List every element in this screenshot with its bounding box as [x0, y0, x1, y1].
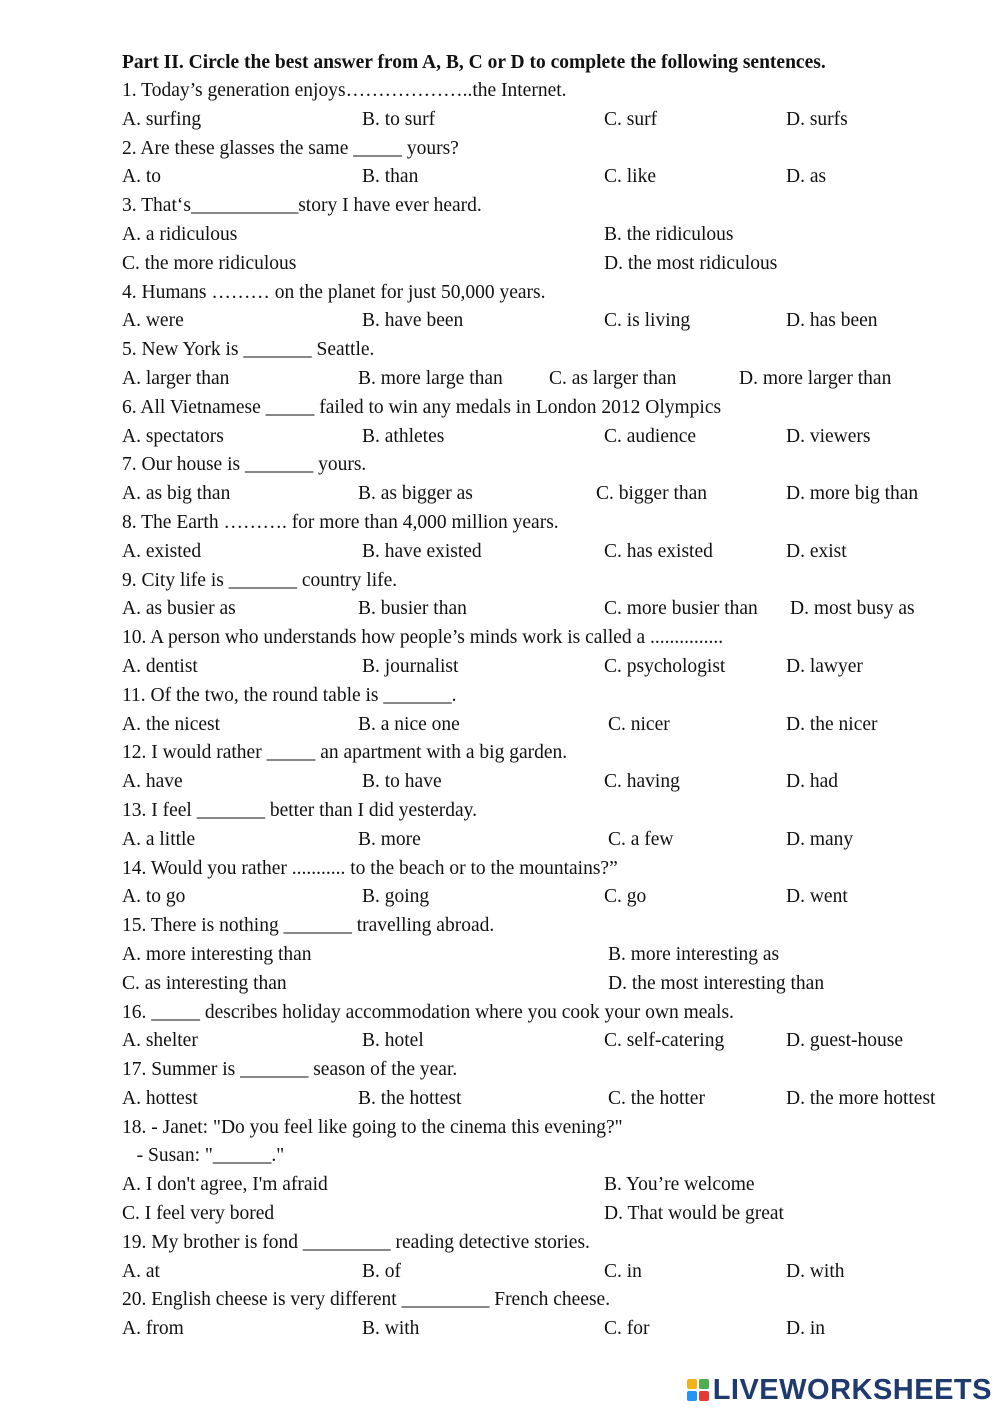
- question-11: [122, 682, 982, 711]
- question-6: [122, 394, 982, 423]
- logo-square-4: [699, 1391, 709, 1401]
- question-13: [122, 797, 982, 826]
- option-8c[interactable]: C. has existed: [604, 540, 713, 562]
- option-17b[interactable]: B. the hottest: [358, 1087, 462, 1109]
- option-10b[interactable]: B. journalist: [362, 655, 459, 677]
- question-12-text: 12. I would rather _____ an apartment with a big garden.: [122, 742, 568, 764]
- option-20b[interactable]: B. with: [362, 1318, 420, 1340]
- question-7-text: 7. Our house is _______ yours.: [122, 454, 367, 476]
- question-6-text: 6. All Vietnamese _____ failed to win any medals in London 2012 Olympics: [122, 396, 722, 418]
- question-3-text: 3. That‘s___________story I have ever heard.: [122, 195, 482, 217]
- option-18d[interactable]: D. That would be great: [604, 1203, 784, 1225]
- question-3-options-row2: [122, 250, 982, 279]
- question-14-options: [122, 883, 982, 912]
- option-20c[interactable]: C. for: [604, 1318, 650, 1340]
- question-11-text: 11. Of the two, the round table is _______.: [122, 684, 457, 706]
- option-3a[interactable]: A. a ridiculous: [122, 223, 238, 245]
- option-2b[interactable]: B. than: [362, 166, 419, 188]
- option-1a[interactable]: A. surfing: [122, 108, 202, 130]
- option-2d[interactable]: D. as: [786, 166, 827, 188]
- option-16d[interactable]: D. guest-house: [786, 1030, 903, 1052]
- question-16: [122, 999, 982, 1028]
- option-19c[interactable]: C. in: [604, 1260, 642, 1282]
- question-18: [122, 1114, 982, 1143]
- option-15b[interactable]: B. more interesting as: [608, 943, 780, 965]
- question-18-text: 18. - Janet: "Do you feel like going to the cinema this evening?": [122, 1116, 623, 1138]
- question-18-options-row2: [122, 1200, 982, 1229]
- question-18-response: [122, 1142, 982, 1171]
- question-8-text: 8. The Earth ………. for more than 4,000 million years.: [122, 511, 559, 533]
- option-4b[interactable]: B. have been: [362, 310, 464, 332]
- question-13-options: [122, 826, 982, 855]
- option-8d[interactable]: D. exist: [786, 540, 847, 562]
- question-2-options: [122, 163, 982, 192]
- option-9c[interactable]: C. more busier than: [604, 598, 758, 620]
- logo-square-1: [687, 1379, 697, 1389]
- option-16a[interactable]: A. shelter: [122, 1030, 198, 1052]
- question-20-options: [122, 1315, 982, 1344]
- question-7-options: [122, 480, 982, 509]
- option-17d[interactable]: D. the more hottest: [786, 1087, 936, 1109]
- option-9a[interactable]: A. as busier as: [122, 598, 236, 620]
- question-5-text: 5. New York is _______ Seattle.: [122, 339, 375, 361]
- question-3: [122, 192, 982, 221]
- question-1-options: [122, 106, 982, 135]
- question-14: [122, 855, 982, 884]
- question-16-text: 16. _____ describes holiday accommodation where you cook your own meals.: [122, 1001, 734, 1023]
- option-13a[interactable]: A. a little: [122, 828, 196, 850]
- liveworksheets-logo-text: LIVEWORKSHEETS: [712, 1373, 992, 1406]
- option-4a[interactable]: A. were: [122, 310, 184, 332]
- question-17-options: [122, 1085, 982, 1114]
- question-14-text: 14. Would you rather ........... to the beach or to the mountains?”: [122, 857, 618, 879]
- option-1c[interactable]: C. surf: [604, 108, 658, 130]
- option-11a[interactable]: A. the nicest: [122, 713, 221, 735]
- option-11c[interactable]: C. nicer: [608, 713, 670, 735]
- option-19b[interactable]: B. of: [362, 1260, 401, 1282]
- option-12a[interactable]: A. have: [122, 771, 183, 793]
- option-11d[interactable]: D. the nicer: [786, 713, 878, 735]
- option-6a[interactable]: A. spectators: [122, 425, 224, 447]
- option-7b[interactable]: B. as bigger as: [358, 483, 473, 505]
- question-20-text: 20. English cheese is very different _________ French cheese.: [122, 1289, 611, 1311]
- question-12-options: [122, 768, 982, 797]
- question-17: [122, 1056, 982, 1085]
- question-5: [122, 336, 982, 365]
- option-20d[interactable]: D. in: [786, 1318, 825, 1340]
- option-9d[interactable]: D. most busy as: [790, 598, 915, 620]
- option-13d[interactable]: D. many: [786, 828, 854, 850]
- option-10c[interactable]: C. psychologist: [604, 655, 726, 677]
- option-7a[interactable]: A. as big than: [122, 483, 231, 505]
- option-10d[interactable]: D. lawyer: [786, 655, 863, 677]
- question-19-options: [122, 1258, 982, 1287]
- question-8-options: [122, 538, 982, 567]
- option-6b[interactable]: B. athletes: [362, 425, 445, 447]
- option-5c[interactable]: C. as larger than: [549, 367, 677, 389]
- question-7: [122, 451, 982, 480]
- option-19a[interactable]: A. at: [122, 1260, 160, 1282]
- option-18c[interactable]: C. I feel very bored: [122, 1203, 275, 1225]
- question-10-options: [122, 653, 982, 682]
- option-14c[interactable]: C. go: [604, 886, 647, 908]
- option-2c[interactable]: C. like: [604, 166, 656, 188]
- question-10: [122, 624, 982, 653]
- question-9: [122, 567, 982, 596]
- option-7c[interactable]: C. bigger than: [596, 483, 708, 505]
- question-12: [122, 739, 982, 768]
- question-15-text: 15. There is nothing _______ travelling abroad.: [122, 915, 495, 937]
- question-9-text: 9. City life is _______ country life.: [122, 569, 398, 591]
- option-3c[interactable]: C. the more ridiculous: [122, 252, 297, 274]
- question-4: [122, 279, 982, 308]
- option-18a[interactable]: A. I don't agree, I'm afraid: [122, 1174, 328, 1196]
- option-9b[interactable]: B. busier than: [358, 598, 467, 620]
- worksheet: [122, 48, 982, 1344]
- option-16b[interactable]: B. hotel: [362, 1030, 424, 1052]
- question-19: [122, 1229, 982, 1258]
- option-12d[interactable]: D. had: [786, 771, 838, 793]
- option-19d[interactable]: D. with: [786, 1260, 845, 1282]
- option-10a[interactable]: A. dentist: [122, 655, 198, 677]
- option-7d[interactable]: D. more big than: [786, 483, 919, 505]
- option-18b[interactable]: B. You’re welcome: [604, 1174, 755, 1196]
- option-6c[interactable]: C. audience: [604, 425, 697, 447]
- option-11b[interactable]: B. a nice one: [358, 713, 460, 735]
- option-17c[interactable]: C. the hotter: [608, 1087, 705, 1109]
- option-6d[interactable]: D. viewers: [786, 425, 871, 447]
- logo-square-3: [687, 1391, 697, 1401]
- question-11-options: [122, 711, 982, 740]
- question-13-text: 13. I feel _______ better than I did yesterday.: [122, 799, 478, 821]
- option-3b[interactable]: B. the ridiculous: [604, 223, 734, 245]
- option-15d[interactable]: D. the most interesting than: [608, 972, 825, 994]
- option-15a[interactable]: A. more interesting than: [122, 943, 312, 965]
- option-17a[interactable]: A. hottest: [122, 1087, 198, 1109]
- question-5-options: [122, 365, 982, 394]
- option-4d[interactable]: D. has been: [786, 310, 878, 332]
- question-6-options: [122, 423, 982, 452]
- option-12c[interactable]: C. having: [604, 771, 680, 793]
- option-16c[interactable]: C. self-catering: [604, 1030, 725, 1052]
- question-3-options-row1: [122, 221, 982, 250]
- question-2: [122, 135, 982, 164]
- option-5a[interactable]: A. larger than: [122, 367, 230, 389]
- option-14d[interactable]: D. went: [786, 886, 848, 908]
- liveworksheets-logo: [687, 1373, 992, 1407]
- question-18-response-text: - Susan: "______.": [122, 1145, 285, 1167]
- question-17-text: 17. Summer is _______ season of the year.: [122, 1059, 458, 1081]
- question-4-options: [122, 307, 982, 336]
- option-13c[interactable]: C. a few: [608, 828, 674, 850]
- option-15c[interactable]: C. as interesting than: [122, 972, 287, 994]
- question-18-options-row1: [122, 1171, 982, 1200]
- question-19-text: 19. My brother is fond _________ reading detective stories.: [122, 1231, 590, 1253]
- option-1d[interactable]: D. surfs: [786, 108, 848, 130]
- option-1b[interactable]: B. to surf: [362, 108, 436, 130]
- question-10-text: 10. A person who understands how people’s minds work is called a ...............: [122, 627, 724, 649]
- question-16-options: [122, 1027, 982, 1056]
- option-5b[interactable]: B. more large than: [358, 367, 503, 389]
- option-3d[interactable]: D. the most ridiculous: [604, 252, 778, 274]
- option-14a[interactable]: A. to go: [122, 886, 186, 908]
- question-9-options: [122, 595, 982, 624]
- question-1: [122, 77, 982, 106]
- option-14b[interactable]: B. going: [362, 886, 430, 908]
- question-20: [122, 1286, 982, 1315]
- question-2-text: 2. Are these glasses the same _____ yours?: [122, 137, 459, 159]
- question-8: [122, 509, 982, 538]
- liveworksheets-logo-icon: [687, 1379, 709, 1401]
- question-15-options-row1: [122, 941, 982, 970]
- question-15: [122, 912, 982, 941]
- option-13b[interactable]: B. more: [358, 828, 421, 850]
- option-8b[interactable]: B. have existed: [362, 540, 482, 562]
- question-15-options-row2: [122, 970, 982, 999]
- option-5d[interactable]: D. more larger than: [739, 367, 892, 389]
- option-20a[interactable]: A. from: [122, 1318, 184, 1340]
- question-1-text: 1. Today’s generation enjoys………………..the Internet.: [122, 80, 567, 101]
- section-title: Part II. Circle the best answer from A, B, C or D to complete the following sentences.: [122, 52, 826, 73]
- logo-square-2: [699, 1379, 709, 1389]
- option-8a[interactable]: A. existed: [122, 540, 202, 562]
- question-4-text: 4. Humans ……… on the planet for just 50,000 years.: [122, 281, 546, 303]
- option-4c[interactable]: C. is living: [604, 310, 691, 332]
- option-2a[interactable]: A. to: [122, 166, 161, 188]
- option-12b[interactable]: B. to have: [362, 771, 442, 793]
